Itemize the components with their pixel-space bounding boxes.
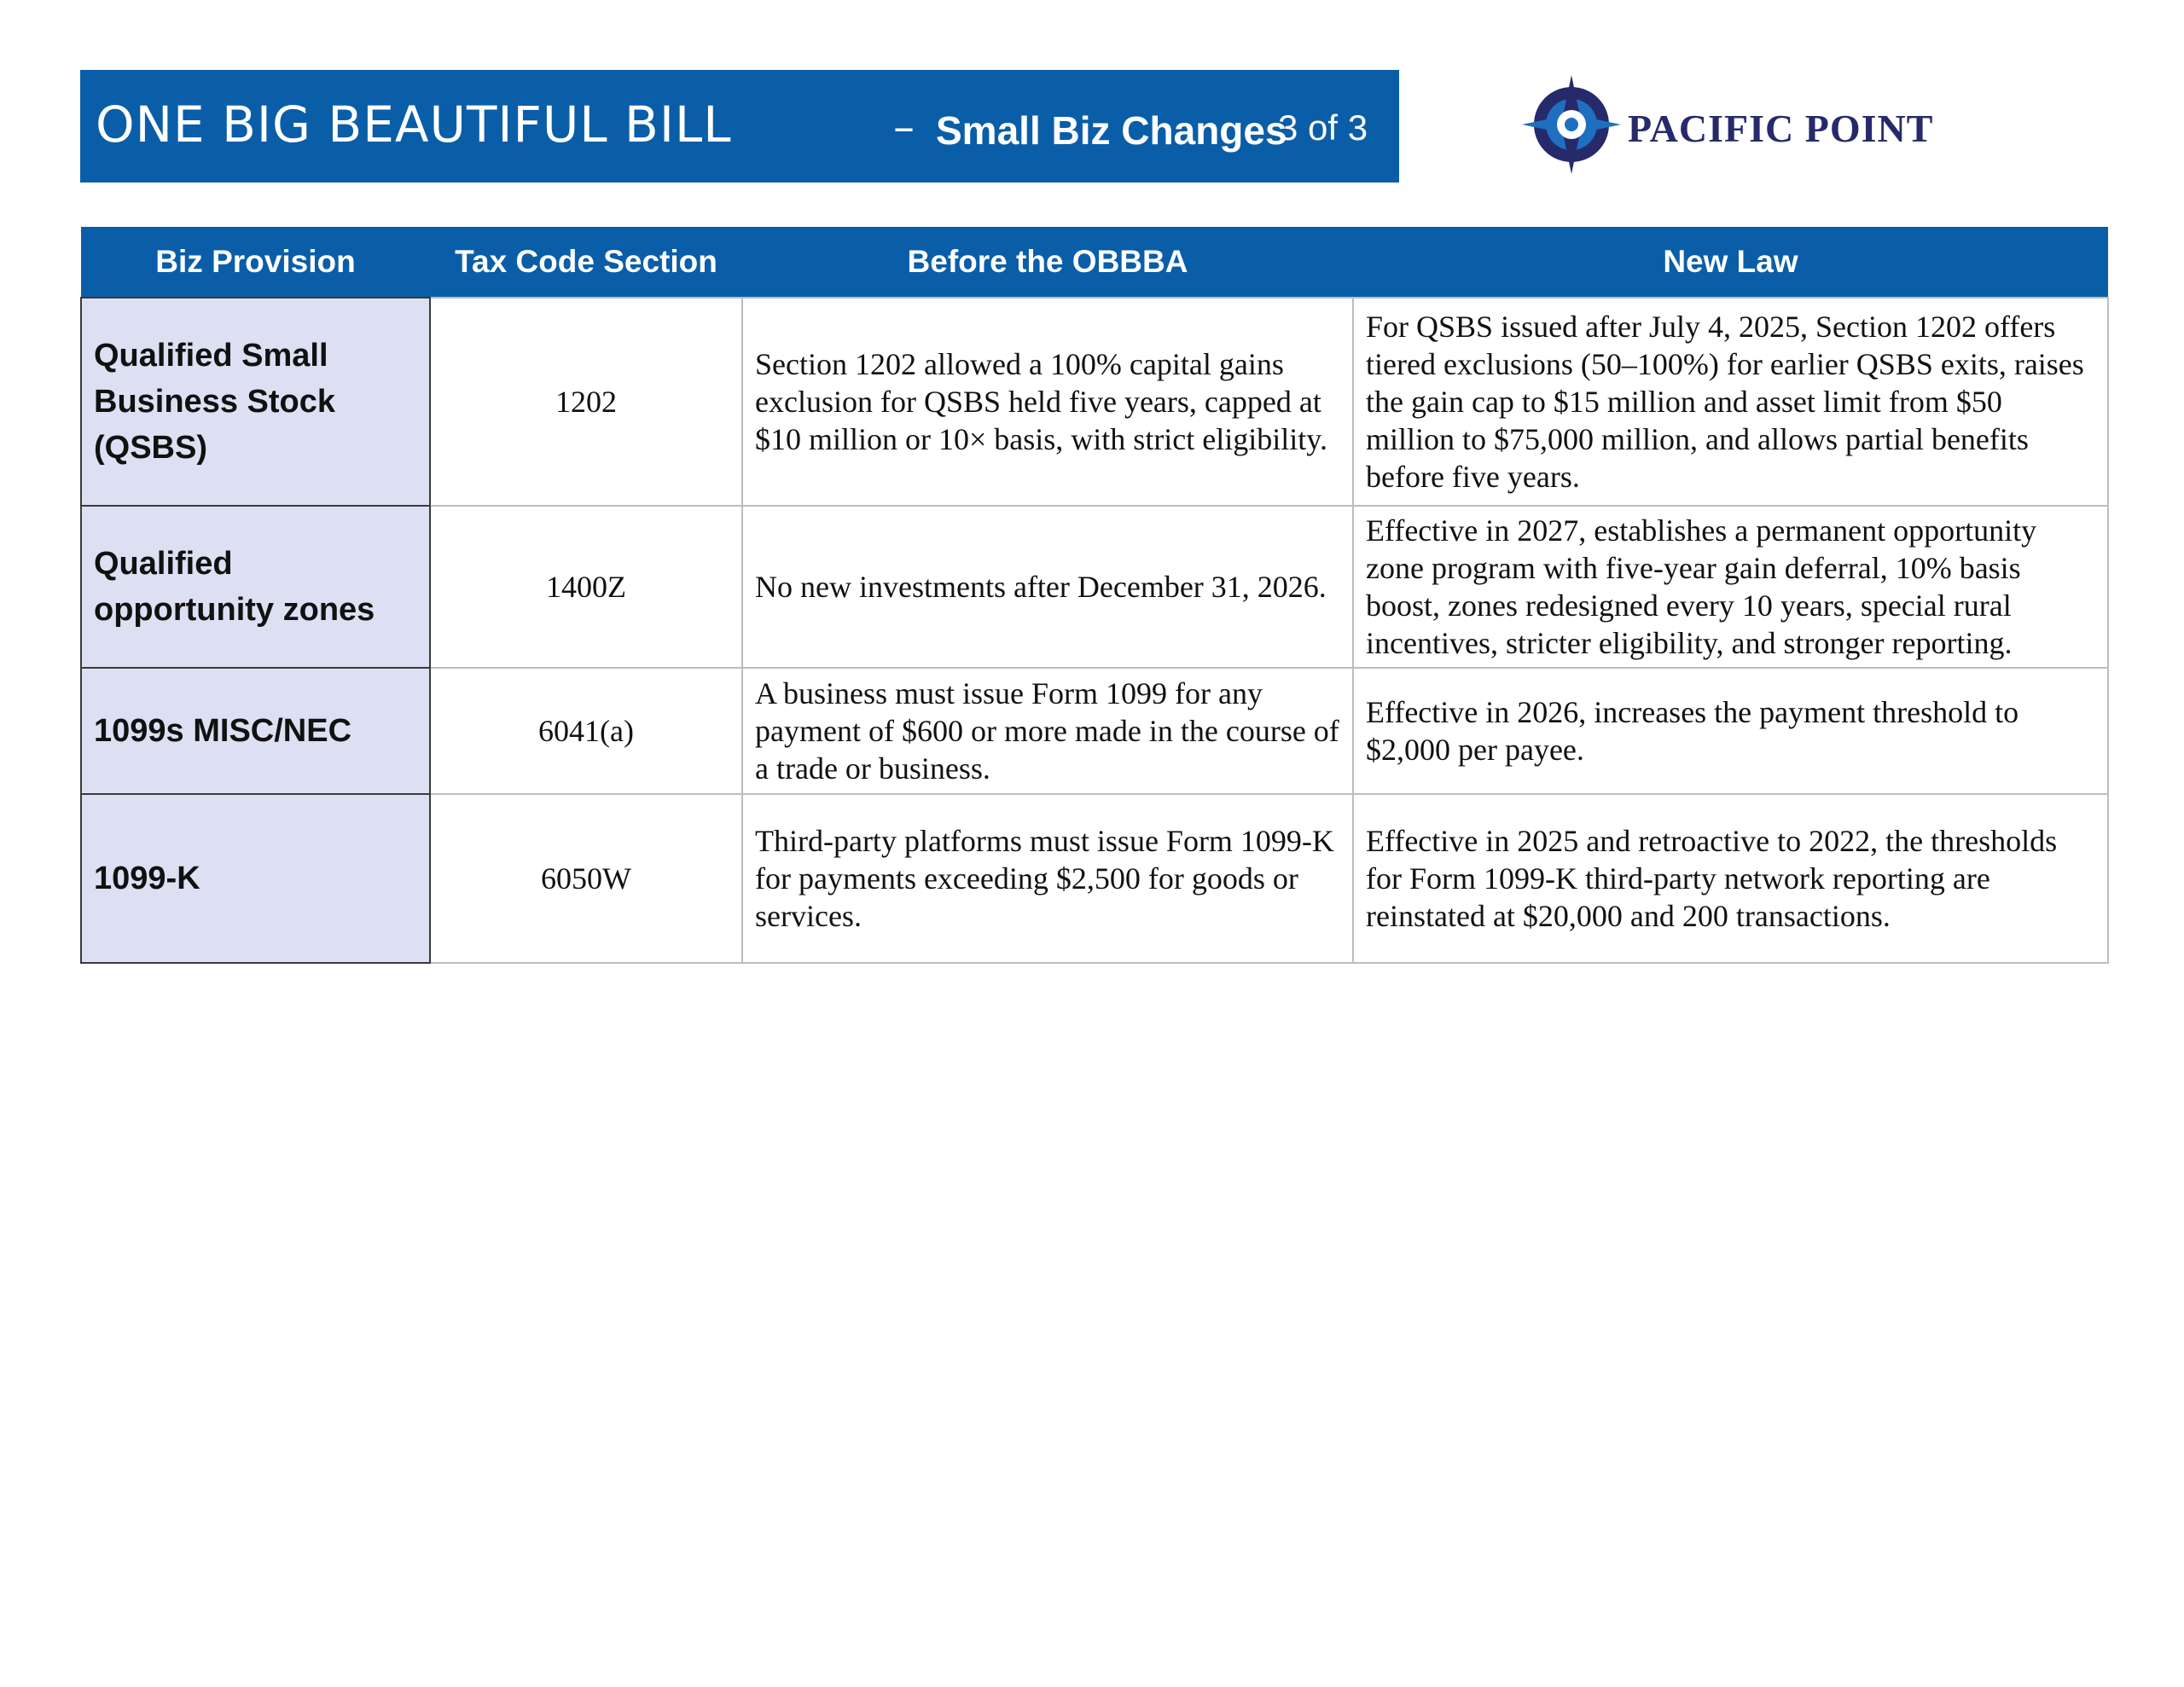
column-header-before: Before the OBBBA [742, 227, 1353, 298]
new-law-cell: Effective in 2027, establishes a permanent opportunity zone program with five-year gain deferral, 10% basis boost, zones redesigned every 10 years, special rural incentives, stricter eligibility, and stronger reporting. [1353, 506, 2108, 668]
provisions-table [80, 227, 2109, 964]
column-header-provision: Biz Provision [81, 227, 430, 298]
table-header-row [81, 227, 2108, 298]
table-row [81, 794, 2108, 963]
new-law-cell: For QSBS issued after July 4, 2025, Section 1202 offers tiered exclusions (50–100%) for earlier QSBS exits, raises the gain cap to $15 million and asset limit from $50 million to $75,000 million, and allows partial benefits before five years. [1353, 298, 2108, 506]
document-subtitle: Small Biz Changes [936, 108, 1287, 153]
provision-cell: Qualified Small Business Stock (QSBS) [81, 298, 430, 506]
provision-cell: 1099s MISC/NEC [81, 668, 430, 794]
logo-wordmark: PACIFIC POINT [1628, 107, 1934, 150]
company-logo [1520, 73, 1934, 176]
column-header-new-law: New Law [1353, 227, 2108, 298]
table-row [81, 506, 2108, 668]
code-cell: 1202 [430, 298, 742, 506]
column-header-code: Tax Code Section [430, 227, 742, 298]
compass-logo-icon [1520, 73, 1623, 176]
page-indicator: 3 of 3 [1278, 107, 1368, 148]
provision-cell: 1099-K [81, 794, 430, 963]
table-row [81, 298, 2108, 506]
code-cell: 6041(a) [430, 668, 742, 794]
table-row [81, 668, 2108, 794]
before-cell: A business must issue Form 1099 for any payment of $600 or more made in the course of a trade or business. [742, 668, 1353, 794]
before-cell: Section 1202 allowed a 100% capital gains exclusion for QSBS held five years, capped at $10 million or 10× basis, with strict eligibility. [742, 298, 1353, 506]
before-cell: Third-party platforms must issue Form 1099-K for payments exceeding $2,500 for goods or services. [742, 794, 1353, 963]
code-cell: 1400Z [430, 506, 742, 668]
new-law-cell: Effective in 2026, increases the payment threshold to $2,000 per payee. [1353, 668, 2108, 794]
title-separator: – [893, 102, 915, 152]
before-cell: No new investments after December 31, 2026. [742, 506, 1353, 668]
provision-cell: Qualified opportunity zones [81, 506, 430, 668]
title-banner [80, 70, 1399, 183]
document-title: ONE BIG BEAUTIFUL BILL [96, 96, 732, 154]
new-law-cell: Effective in 2025 and retroactive to 2022, the thresholds for Form 1099-K third-party network reporting are reinstated at $20,000 and 200 transactions. [1353, 794, 2108, 963]
code-cell: 6050W [430, 794, 742, 963]
